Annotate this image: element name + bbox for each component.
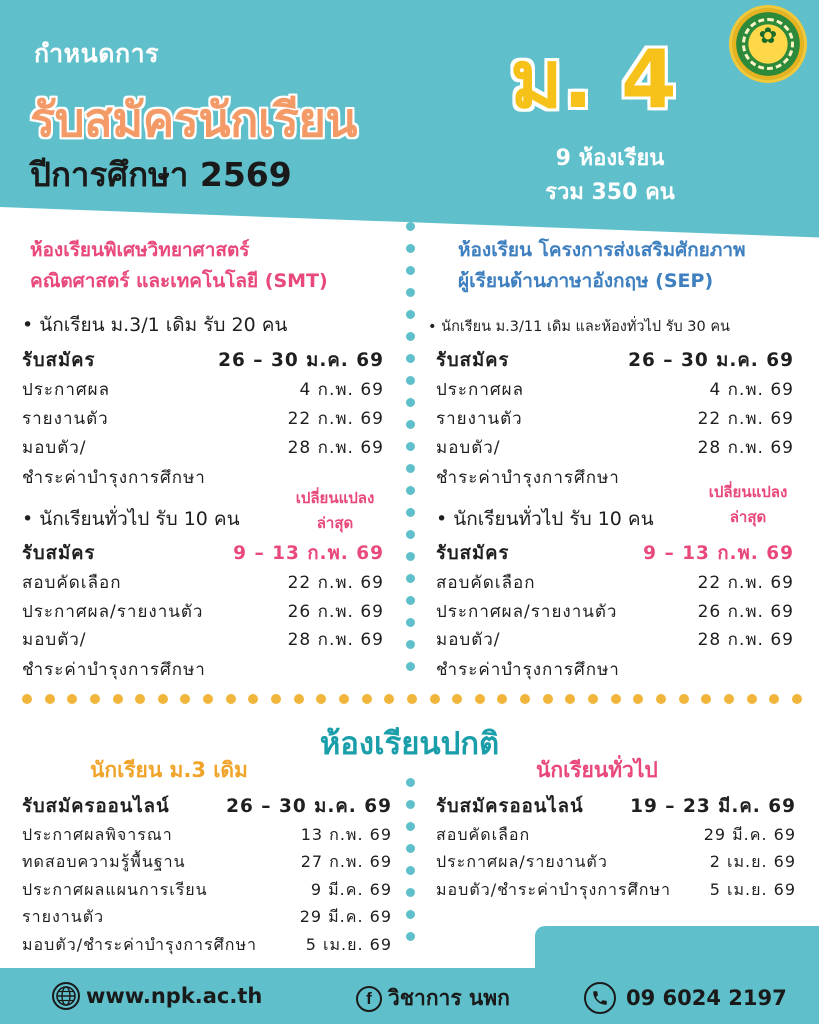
normal-left-title: นักเรียน ม.3 เดิม <box>90 758 248 782</box>
normal-class-title: ห้องเรียนปกติ <box>319 726 500 762</box>
row-label: ทดสอบความรู้พื้นฐาน <box>22 852 186 871</box>
normal-right-row <box>436 792 796 821</box>
sep-title-line2: ผู้เรียนด้านภาษาอังกฤษ (SEP) <box>458 270 714 292</box>
change-label-line2: ล่าสุด <box>729 508 767 526</box>
facebook-icon: f <box>356 986 382 1012</box>
academic-year: ปีการศึกษา 2569 <box>30 155 292 194</box>
change-label-line2: ล่าสุด <box>316 514 354 532</box>
phone-icon <box>584 982 616 1014</box>
row-value: 9 – 13 ก.พ. 69 <box>643 543 794 564</box>
normal-right-title: นักเรียนทั่วไป <box>536 758 658 782</box>
smt-g2-row <box>22 626 384 653</box>
row-label: ประกาศผล <box>436 380 525 400</box>
row-label: มอบตัว/ชำระค่าบำรุงการศึกษา <box>22 935 257 954</box>
row-value: 22 ก.พ. 69 <box>287 573 384 593</box>
row-label: ประกาศผล/รายงานตัว <box>22 602 204 622</box>
section-divider <box>22 694 802 704</box>
row-value: 29 มี.ค. 69 <box>703 825 796 844</box>
normal-right-row <box>436 850 796 875</box>
row-value: 28 ก.พ. 69 <box>287 438 384 458</box>
row-label: รายงานตัว <box>22 907 105 926</box>
row-value: 9 มี.ค. 69 <box>310 880 392 899</box>
normal-right-row <box>436 823 796 848</box>
sep-g2-row <box>436 598 794 625</box>
smt-g1-row <box>22 376 384 403</box>
row-value: 28 ก.พ. 69 <box>697 438 794 458</box>
room-count: 9 ห้องเรียน <box>555 146 665 171</box>
row-value: 13 ก.พ. 69 <box>300 825 392 844</box>
smt-g2-row <box>22 598 384 625</box>
row-value: 26 – 30 ม.ค. 69 <box>628 350 794 371</box>
normal-right-row <box>436 878 796 903</box>
globe-icon <box>52 982 80 1010</box>
normal-left-row <box>22 905 392 930</box>
row-value: 2 เม.ย. 69 <box>709 852 796 871</box>
row-label: ประกาศผล/รายงานตัว <box>436 602 618 622</box>
normal-left-row <box>22 933 392 958</box>
row-label: มอบตัว/ <box>22 630 87 650</box>
schedule-label: กำหนดการ <box>34 39 160 68</box>
smt-g1-row <box>22 346 384 375</box>
row-label: สอบคัดเลือก <box>22 573 122 593</box>
column-divider-bottom <box>405 778 415 954</box>
website-text: www.npk.ac.th <box>86 984 263 1008</box>
row-value: 26 – 30 ม.ค. 69 <box>218 350 384 371</box>
row-value: 22 ก.พ. 69 <box>287 409 384 429</box>
smt-g1-row <box>22 434 384 461</box>
row-label: มอบตัว/ <box>436 438 501 458</box>
smt-title-line2: คณิตศาสตร์ และเทคโนโลยี (SMT) <box>30 270 328 292</box>
phone-text: 09 6024 2197 <box>626 986 787 1010</box>
row-label: รับสมัคร <box>436 350 510 371</box>
smt-g1-note: ชำระค่าบำรุงการศึกษา <box>22 468 206 488</box>
row-value: 26 ก.พ. 69 <box>287 602 384 622</box>
school-logo <box>732 8 804 80</box>
sep-g1-row <box>436 434 794 461</box>
logo-emblem-icon: ✿ <box>758 24 778 49</box>
row-label: ประกาศผลพิจารณา <box>22 825 173 844</box>
row-label: สอบคัดเลือก <box>436 825 531 844</box>
sep-g2-row <box>436 626 794 653</box>
normal-left-row <box>22 850 392 875</box>
sep-g1-row <box>436 405 794 432</box>
smt-group1-bullet: • นักเรียน ม.3/1 เดิม รับ 20 คน <box>22 314 288 336</box>
website-link[interactable] <box>52 982 262 1010</box>
row-label: สอบคัดเลือก <box>436 573 536 593</box>
total-seats: รวม 350 คน <box>545 180 675 205</box>
row-value: 4 ก.พ. 69 <box>709 380 794 400</box>
smt-change-badge <box>276 486 394 536</box>
sep-g2-row <box>436 569 794 596</box>
change-label-line1: เปลี่ยนแปลง <box>708 483 788 501</box>
row-label: มอบตัว/ <box>436 630 501 650</box>
normal-left-row <box>22 792 392 821</box>
row-label: มอบตัว/ <box>22 438 87 458</box>
grade-level: ม. 4 <box>510 33 677 126</box>
smt-g2-note: ชำระค่าบำรุงการศึกษา <box>22 660 206 680</box>
row-value: 5 เม.ย. 69 <box>709 880 796 899</box>
facebook-text: วิชาการ นพก <box>388 986 510 1010</box>
row-value: 26 – 30 ม.ค. 69 <box>226 796 392 817</box>
page-title: รับสมัครนักเรียน <box>30 93 357 148</box>
row-label: รับสมัคร <box>22 350 96 371</box>
row-label: ประกาศผล/รายงานตัว <box>436 852 608 871</box>
row-label: ประกาศผล <box>22 380 111 400</box>
row-value: 5 เม.ย. 69 <box>305 935 392 954</box>
sep-g1-note: ชำระค่าบำรุงการศึกษา <box>436 468 620 488</box>
row-label: รายงานตัว <box>22 409 109 429</box>
sep-group1-bullet: • นักเรียน ม.3/11 เดิม และห้องทั่วไป รับ 30 คน <box>428 319 730 335</box>
row-label: รับสมัครออนไลน์ <box>22 796 170 817</box>
facebook-link[interactable] <box>356 982 510 1015</box>
normal-left-row <box>22 878 392 903</box>
smt-g1-row <box>22 405 384 432</box>
sep-g2-row <box>436 539 794 568</box>
change-label-line1: เปลี่ยนแปลง <box>295 489 375 507</box>
smt-g2-row <box>22 539 384 568</box>
sep-title-line1: ห้องเรียน โครงการส่งเสริมศักยภาพ <box>458 239 746 261</box>
row-label: ประกาศผลแผนการเรียน <box>22 880 208 899</box>
row-label: รับสมัคร <box>436 543 510 564</box>
row-value: 29 มี.ค. 69 <box>299 907 392 926</box>
row-label: มอบตัว/ชำระค่าบำรุงการศึกษา <box>436 880 671 899</box>
sep-g1-row <box>436 376 794 403</box>
phone-link[interactable] <box>584 982 787 1014</box>
row-value: 27 ก.พ. 69 <box>300 852 392 871</box>
row-value: 22 ก.พ. 69 <box>697 409 794 429</box>
row-value: 26 ก.พ. 69 <box>697 602 794 622</box>
row-value: 22 ก.พ. 69 <box>697 573 794 593</box>
normal-left-row <box>22 823 392 848</box>
sep-change-badge <box>688 480 808 530</box>
smt-title-line1: ห้องเรียนพิเศษวิทยาศาสตร์ <box>30 239 250 261</box>
sep-group2-bullet: • นักเรียนทั่วไป รับ 10 คน <box>436 508 654 530</box>
row-value: 28 ก.พ. 69 <box>287 630 384 650</box>
row-label: รับสมัครออนไลน์ <box>436 796 584 817</box>
smt-group2-bullet: • นักเรียนทั่วไป รับ 10 คน <box>22 508 240 530</box>
row-label: รายงานตัว <box>436 409 523 429</box>
smt-g2-row <box>22 569 384 596</box>
column-divider-top <box>405 222 415 684</box>
sep-g2-note: ชำระค่าบำรุงการศึกษา <box>436 660 620 680</box>
row-value: 9 – 13 ก.พ. 69 <box>233 543 384 564</box>
row-value: 19 – 23 มี.ค. 69 <box>630 796 796 817</box>
row-label: รับสมัคร <box>22 543 96 564</box>
footer-shelf <box>535 926 819 970</box>
row-value: 4 ก.พ. 69 <box>299 380 384 400</box>
row-value: 28 ก.พ. 69 <box>697 630 794 650</box>
sep-g1-row <box>436 346 794 375</box>
